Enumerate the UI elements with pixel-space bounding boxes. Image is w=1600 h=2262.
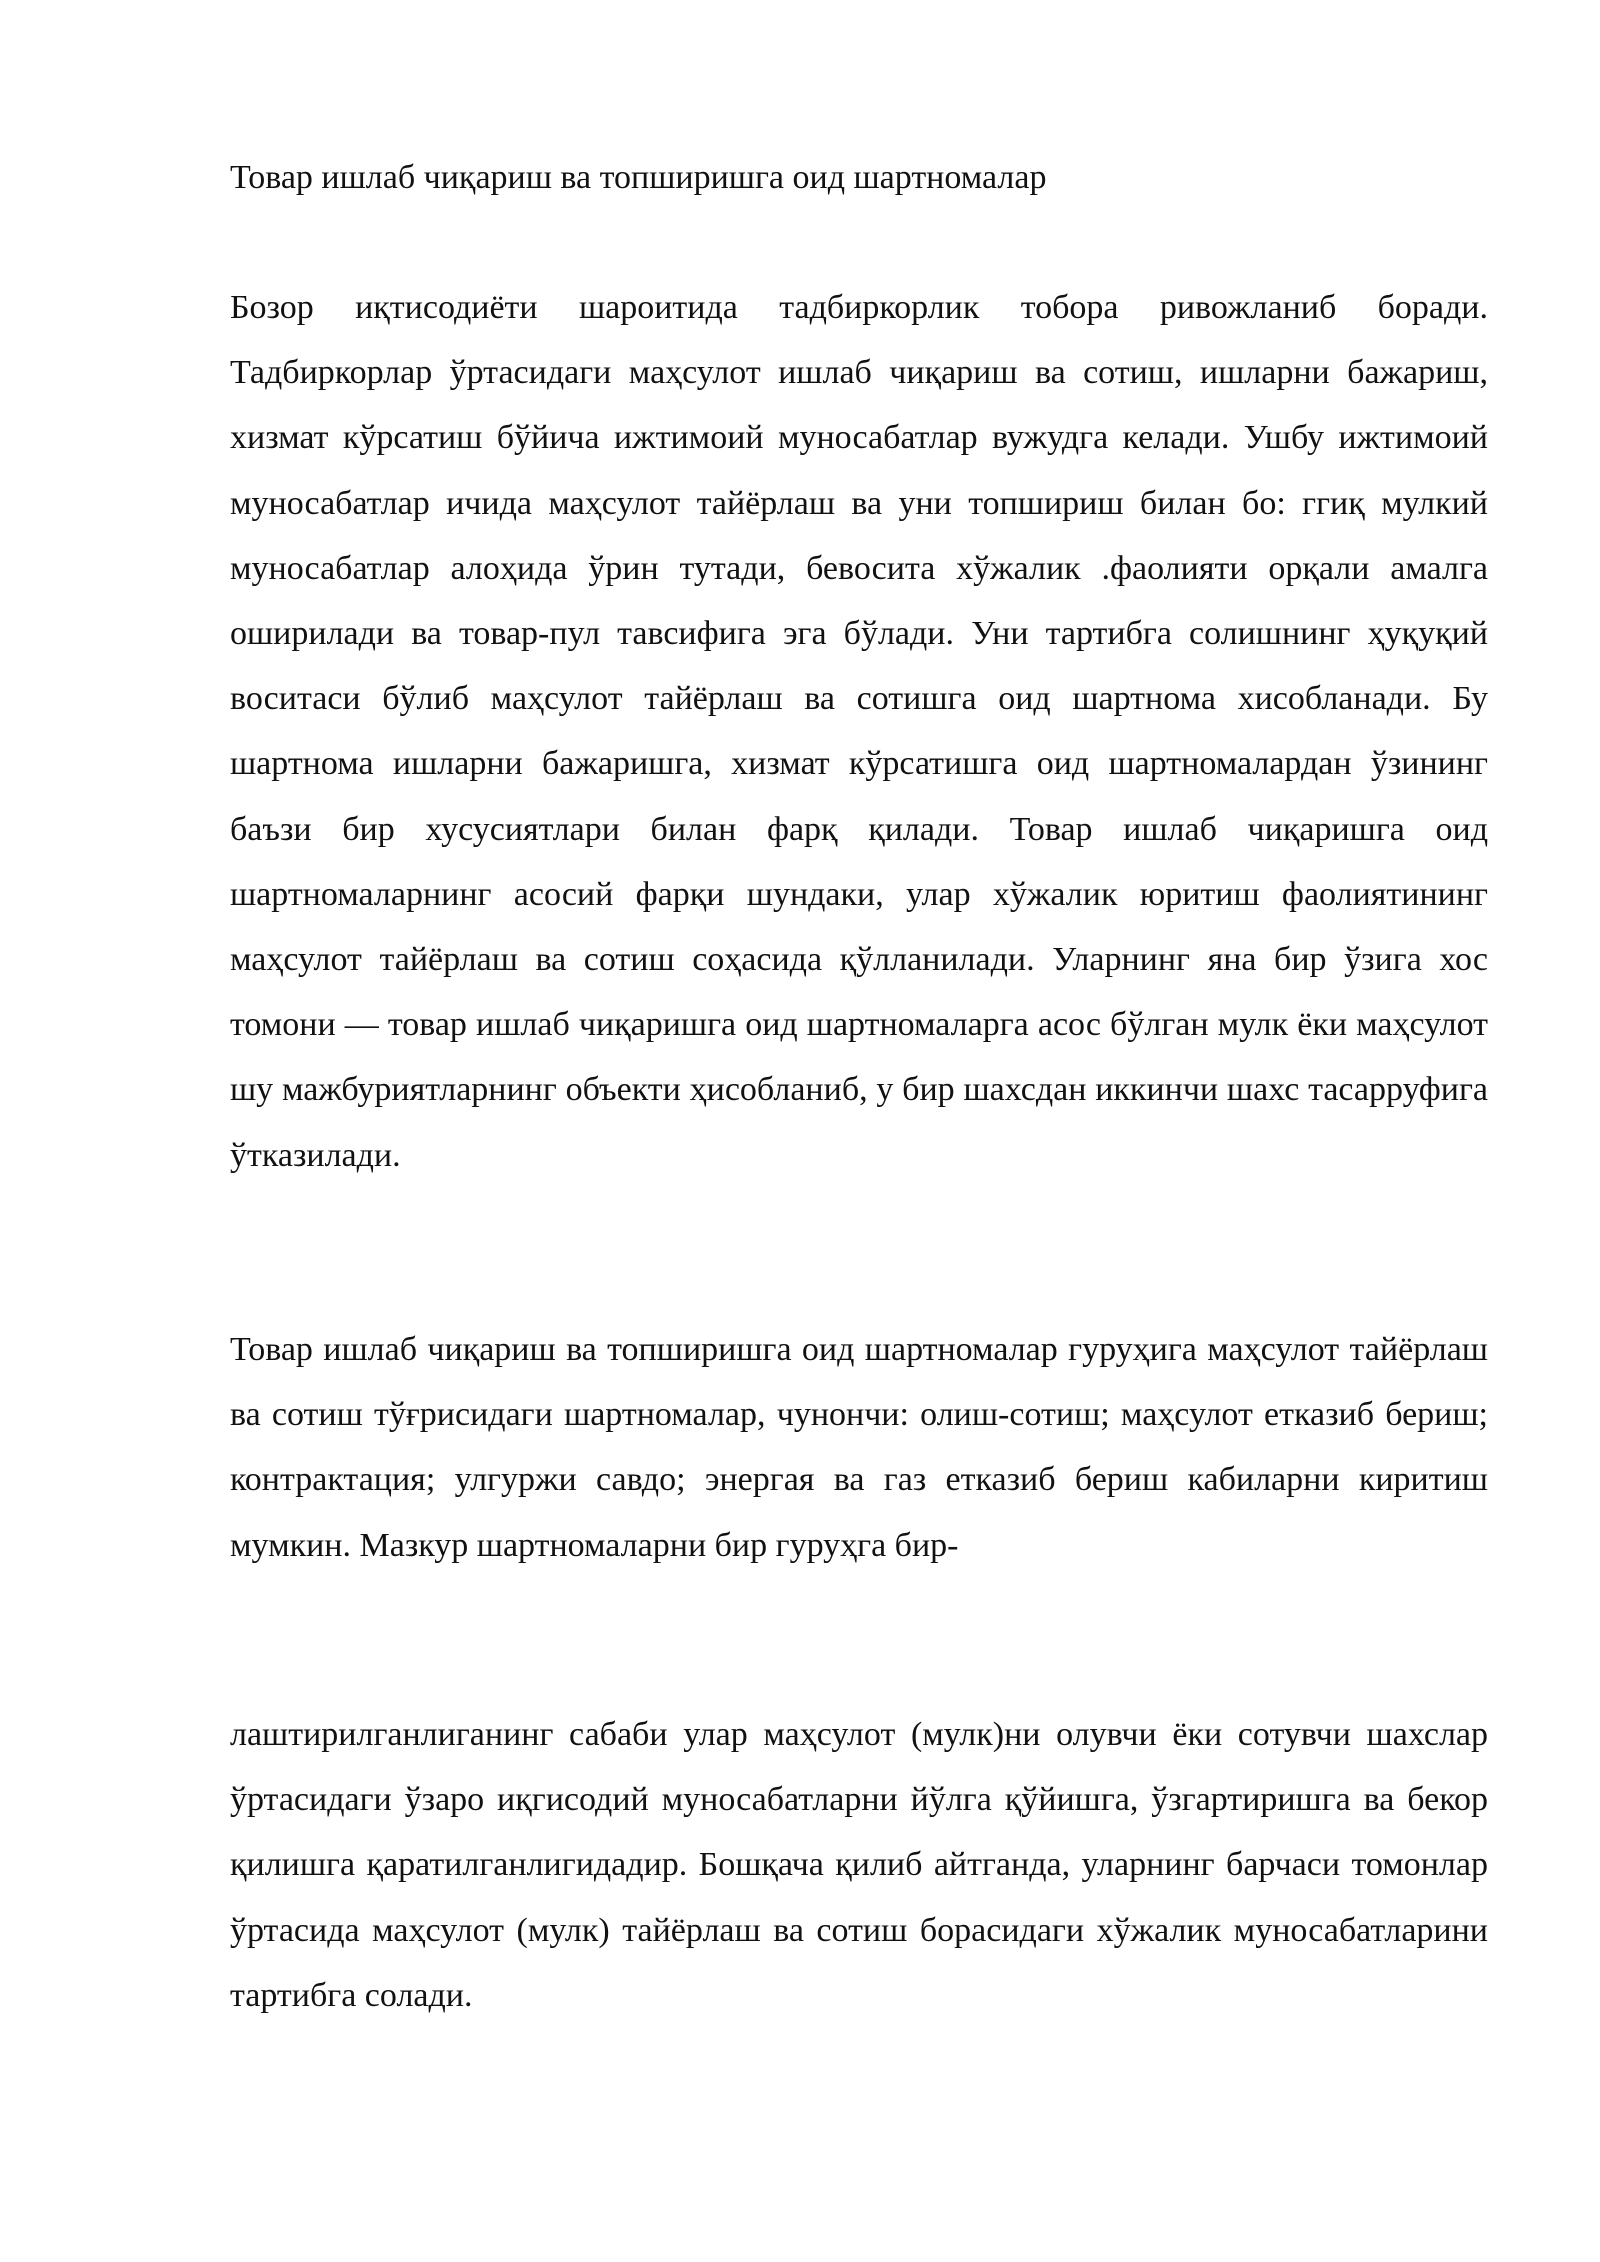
document-title: Товар ишлаб чиқариш ва топширишга оид шартномалар bbox=[230, 159, 1047, 196]
paragraph-2: Товар ишлаб чиқариш ва топширишга оид шартномалар гуруҳига маҳсулот тайёрлаш ва сотиш тўғрисидаги шартномалар, чунончи: олиш-сотиш; маҳсулот етказиб бериш; контрактация; улгуржи савдо; энергая ва газ етказиб бериш кабиларни киритиш мумкин. Мазкур шартномаларни бир гуруҳга бир- bbox=[230, 1331, 1488, 1564]
paragraph-1: Бозор иқтисодиёти шароитида тадбиркорлик тобора ривожланиб боради. Тадбиркорлар ўртасидаги маҳсулот ишлаб чиқариш ва сотиш, ишларни бажариш, хизмат кўрсатиш бўйича ижтимоий муносабатлар вужудга келади. Ушбу ижтимоий муносабатлар ичида маҳсулот тайёрлаш ва уни топшириш билан бо: ггиқ мулкий муносабатлар алоҳида ўрин тутади, бевосита хўжалик .фаолияти орқали амалга оширилади ва товар-пул тавсифига эга бўлади. Уни тартибга солишнинг ҳуқуқий воситаси бўлиб маҳсулот тайёрлаш ва сотишга оид шартнома хисобланади. Бу шартнома ишларни бажаришга, хизмат кўрсатишга оид шартномалардан ўзининг баъзи бир хусусиятлари билан фарқ қилади. Товар ишлаб чиқаришга оид шартномаларнинг асосий фарқи шундаки, улар хўжалик юритиш фаолиятининг маҳсулот тайёрлаш ва сотиш соҳасида қўлланилади. Уларнинг яна бир ўзига хос томони — товар ишлаб чиқаришга оид шартномаларга асос бўлган мулк ёки маҳсулот шу мажбуриятларнинг объекти ҳисобланиб, у бир шахсдан иккинчи шахс тасарруфига ўтказилади. bbox=[230, 289, 1488, 1174]
paragraph-3: лаштирилганлиганинг сабаби улар маҳсулот (мулк)ни олувчи ёки сотувчи шахслар ўртасидаги ўзаро иқгисодий муносабатларни йўлга қўйишга, ўзгартиришга ва бекор қилишга қаратилганлигидадир. Бошқача қилиб айтганда, уларнинг барчаси томонлар ўртасида маҳсулот (мулк) тайёрлаш ва сотиш борасидаги хўжалик муносабатларини тартибга солади. bbox=[230, 1716, 1488, 2014]
